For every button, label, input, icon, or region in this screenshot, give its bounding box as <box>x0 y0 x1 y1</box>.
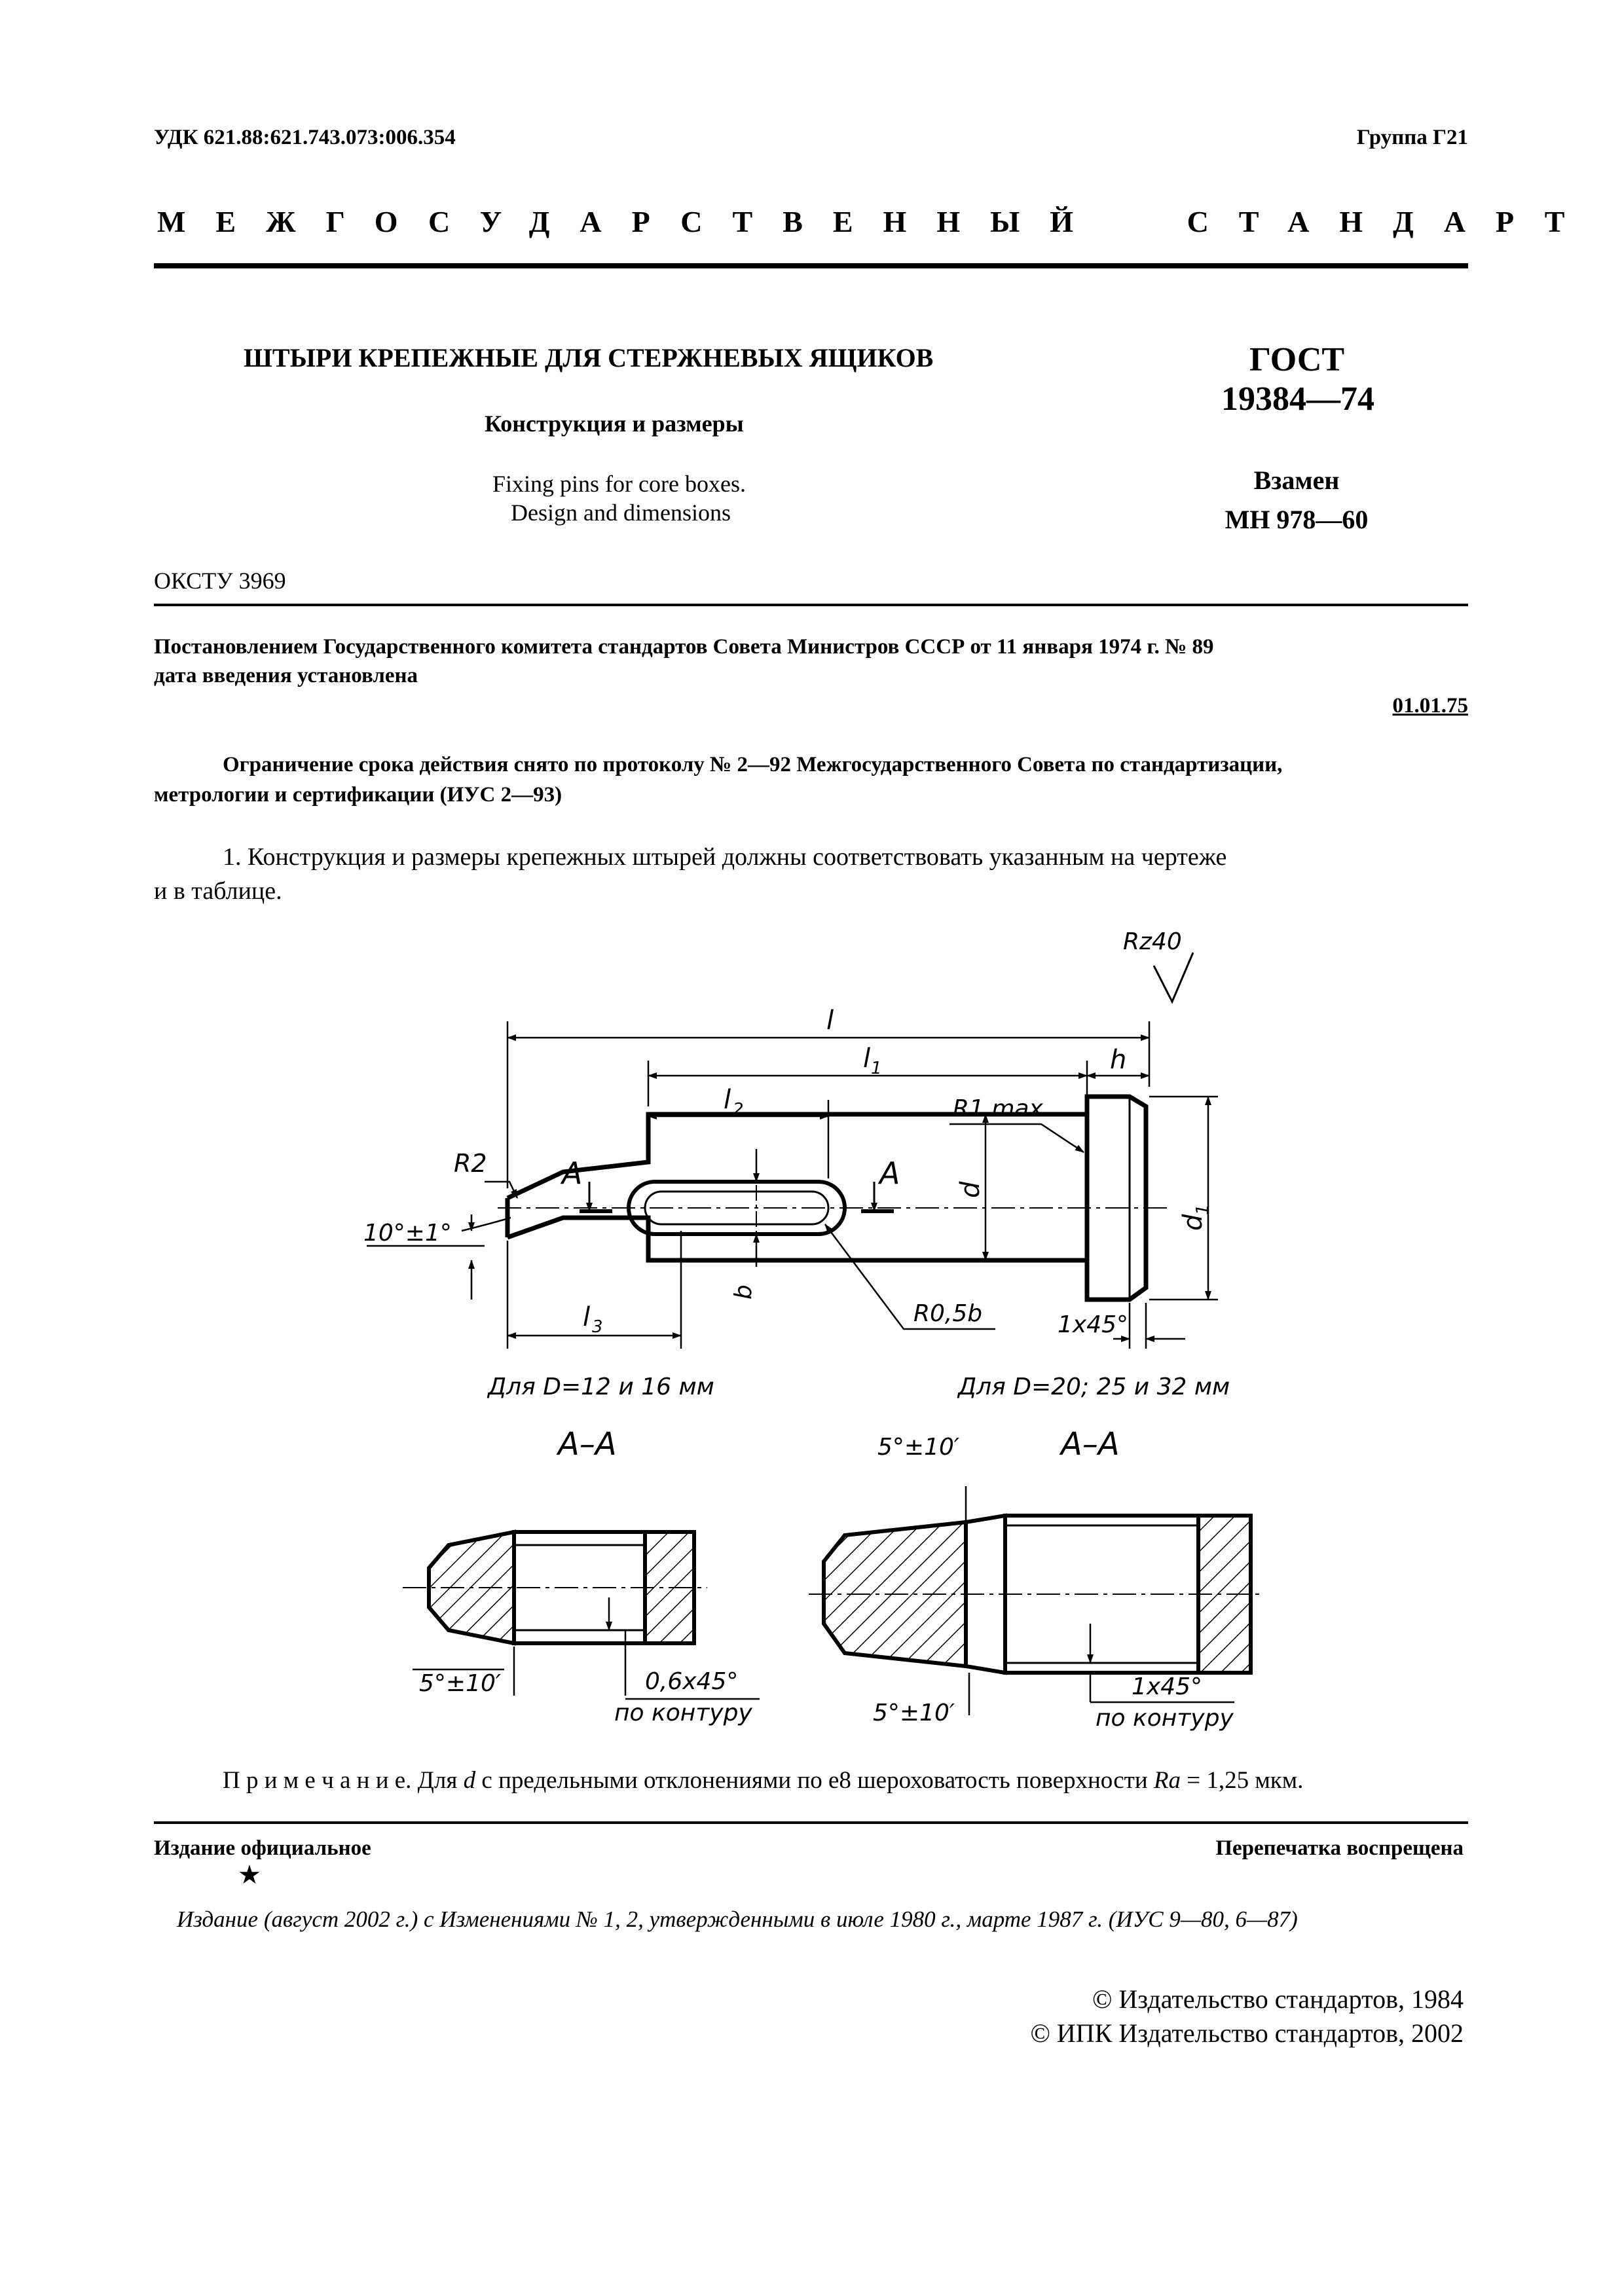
contour-left-label: по контуру <box>614 1700 752 1726</box>
replaces-number: МН 978—60 <box>1225 505 1369 534</box>
star-icon: ★ <box>238 1860 261 1889</box>
pin-main-view <box>498 1097 1172 1300</box>
decree-date: 01.01.75 <box>1392 694 1468 718</box>
official-edition: Издание официальное <box>154 1836 371 1860</box>
dim-l3-label: l <box>583 1302 591 1332</box>
r05b-label: R0,5b <box>913 1300 983 1327</box>
document-title: ШТЫРИ КРЕПЕЖНЫЕ ДЛЯ СТЕРЖНЕВЫХ ЯЩИКОВ <box>244 343 934 373</box>
note-var-d: d <box>463 1767 476 1794</box>
roughness-symbol <box>1123 928 1193 1002</box>
note-text-c: = 1,25 мкм. <box>1187 1767 1304 1794</box>
contour-right-label: по контуру <box>1096 1705 1234 1732</box>
note-var-ra: Ra <box>1153 1767 1181 1794</box>
note-text-a: Для <box>417 1767 458 1794</box>
dim-h-label: h <box>1110 1045 1127 1075</box>
dim-l2-sub: 2 <box>733 1100 744 1120</box>
footer-rule <box>154 1821 1468 1824</box>
clause-1-line1: 1. Конструкция и размеры крепежных штырей должны соответствовать указанным на чертеже <box>223 843 1227 871</box>
dim-d-label: d <box>955 1181 986 1198</box>
dim-d1-sub: 1 <box>1193 1204 1213 1215</box>
copyright-1984: © Издательство стандартов, 1984 <box>1092 1984 1464 2014</box>
chamfer-left-label: 0,6x45° <box>645 1668 739 1695</box>
group-code: Группа Г21 <box>1356 126 1468 149</box>
decree-line2: дата введения установлена <box>154 664 418 687</box>
clause-1-line2: и в таблице. <box>154 877 282 905</box>
caption-right: Для D=20; 25 и 32 мм <box>958 1374 1230 1400</box>
dim-l1-label: l <box>863 1044 871 1074</box>
limitation-line2: метрологии и сертификации (ИУС 2—93) <box>154 783 562 807</box>
note <box>223 1766 1303 1795</box>
dim-l3-sub: 3 <box>592 1317 603 1337</box>
caption-left: Для D=12 и 16 мм <box>488 1374 714 1400</box>
angle-right-bottom-label: 5°±10′ <box>873 1700 955 1726</box>
chamfer-main-label: 1x45° <box>1058 1311 1129 1338</box>
note-label: П р и м е ч а н и е. <box>223 1767 412 1794</box>
section-a-left: A <box>562 1156 583 1191</box>
angle-left-label: 5°±10′ <box>419 1670 502 1697</box>
gost-number: 19384—74 <box>1221 380 1374 418</box>
interstate-standard-heading: МЕЖГОСУДАРСТВЕННЫЙ СТАНДАРТ <box>157 205 1595 238</box>
replaces-label: Взамен <box>1253 465 1340 495</box>
dim-d1-label: d <box>1178 1214 1208 1231</box>
dim-l1-sub: 1 <box>871 1059 882 1078</box>
okstu-code: ОКСТУ 3969 <box>154 568 286 594</box>
angle-right-top-label: 5°±10′ <box>877 1434 960 1461</box>
decree-line1: Постановлением Государственного комитета стандартов Совета Министров СССР от 11 января 1974 г. № 89 <box>154 635 1214 659</box>
chamfer-right-label: 1x45° <box>1132 1673 1203 1700</box>
section-title-right: А–А <box>1061 1426 1120 1463</box>
copyright-2002: © ИПК Издательство стандартов, 2002 <box>1030 2018 1464 2048</box>
r2-label: R2 <box>454 1149 487 1178</box>
english-title-line1: Fixing pins for core boxes. <box>492 471 746 497</box>
gost-label: ГОСТ <box>1249 341 1345 378</box>
english-title-line2: Design and dimensions <box>511 500 731 526</box>
r1max-label: R1 max <box>953 1095 1043 1122</box>
dim-b-label: b <box>730 1285 757 1300</box>
reprint-prohibited: Перепечатка воспрещена <box>1215 1836 1464 1860</box>
udk-code: УДК 621.88:621.743.073:006.354 <box>154 126 456 149</box>
dim-l-label: l <box>826 1006 834 1036</box>
note-text-b: с предельными отклонениями по е8 шероховатость поверхности <box>481 1767 1148 1794</box>
limitation-line1: Ограничение срока действия снято по протоколу № 2—92 Межгосударственного Совета по стандартизации, <box>223 753 1283 776</box>
dim-l2-label: l <box>724 1085 731 1115</box>
angle-main-label: 10°±1° <box>363 1220 452 1247</box>
edition-info: Издание (август 2002 г.) с Изменениями № 1, 2, утвержденными в июле 1980 г., марте 1987 г. (ИУС 9—80, 6—87) <box>177 1906 1298 1932</box>
document-subtitle: Конструкция и размеры <box>485 410 744 437</box>
roughness-label: Rz40 <box>1123 928 1182 955</box>
section-a-right: A <box>879 1156 900 1191</box>
section-title-left: А–А <box>558 1426 617 1463</box>
